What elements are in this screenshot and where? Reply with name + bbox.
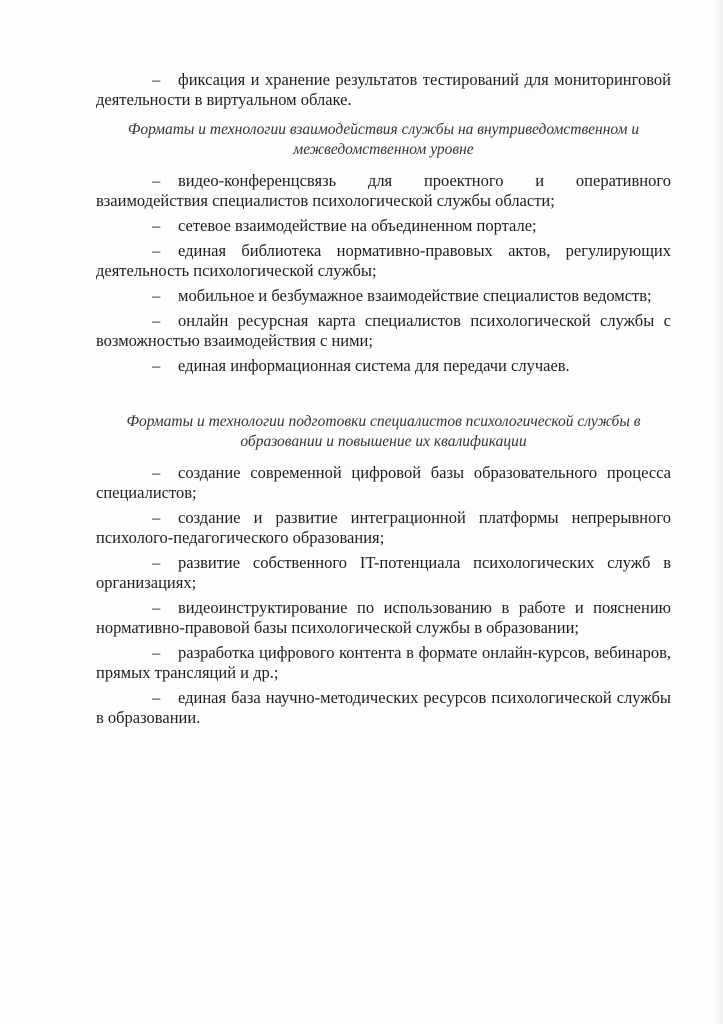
list-dash: – — [152, 463, 161, 482]
list-item-text: видеоинструктирование по использованию в работе и пояснению нормативно-правовой базы психологической службы в образовании; — [96, 598, 671, 637]
section-heading: Форматы и технологии взаимодействия службы на внутриведомственном и межведомственном уровне — [127, 121, 640, 158]
list-item-text: мобильное и безбумажное взаимодействие специалистов ведомств; — [178, 286, 652, 305]
list-item-text: создание современной цифровой базы образовательного процесса специалистов; — [96, 463, 671, 502]
list-item-text: единая база научно-методических ресурсов психологической службы в образовании. — [96, 688, 671, 727]
list-item-text: сетевое взаимодействие на объединенном портале; — [178, 216, 537, 235]
list-dash: – — [152, 241, 161, 260]
list-item — [96, 688, 671, 728]
list-dash: – — [152, 356, 161, 375]
list-item — [96, 508, 671, 548]
list-item-text: единая библиотека нормативно-правовых актов, регулирующих деятельность психологической службы; — [96, 241, 671, 280]
document-body — [96, 70, 671, 733]
list-dash: – — [152, 70, 161, 89]
list-item — [96, 241, 671, 281]
list-dash: – — [152, 598, 161, 617]
list-dash: – — [152, 553, 161, 572]
section-heading: Форматы и технологии подготовки специалистов психологической службы в образовании и повышение их квалификации — [126, 413, 641, 450]
list-item — [96, 70, 671, 110]
list-item — [96, 286, 671, 306]
list-item — [96, 553, 671, 593]
list-dash: – — [152, 643, 161, 662]
list-item — [96, 311, 671, 351]
list-item — [96, 463, 671, 503]
list-item-text: разработка цифрового контента в формате онлайн-курсов, вебинаров, прямых трансляций и др.; — [96, 643, 671, 682]
list-item-text: онлайн ресурсная карта специалистов психологической службы с возможностью взаимодействия с ними; — [96, 311, 671, 350]
list-item — [96, 216, 671, 236]
list-dash: – — [152, 688, 161, 707]
list-item-text: создание и развитие интеграционной платформы непрерывного психолого-педагогического образования; — [96, 508, 671, 547]
list-item-text: фиксация и хранение результатов тестирований для мониторинговой деятельности в виртуальном облаке. — [96, 70, 671, 109]
scan-edge — [713, 0, 723, 1024]
list-item-text: видео-конференцсвязь для проектного и оперативного взаимодействия специалистов психологической службы области; — [96, 171, 671, 210]
list-dash: – — [152, 171, 161, 190]
list-dash: – — [152, 311, 161, 330]
list-item — [96, 598, 671, 638]
list-item-text: развитие собственного IT-потенциала психологических служб в организациях; — [96, 553, 671, 592]
list-item — [96, 643, 671, 683]
list-item-text: единая информационная система для передачи случаев. — [178, 356, 570, 375]
list-dash: – — [152, 508, 161, 527]
list-dash: – — [152, 286, 161, 305]
list-item — [96, 356, 671, 376]
list-item — [96, 171, 671, 211]
list-dash: – — [152, 216, 161, 235]
